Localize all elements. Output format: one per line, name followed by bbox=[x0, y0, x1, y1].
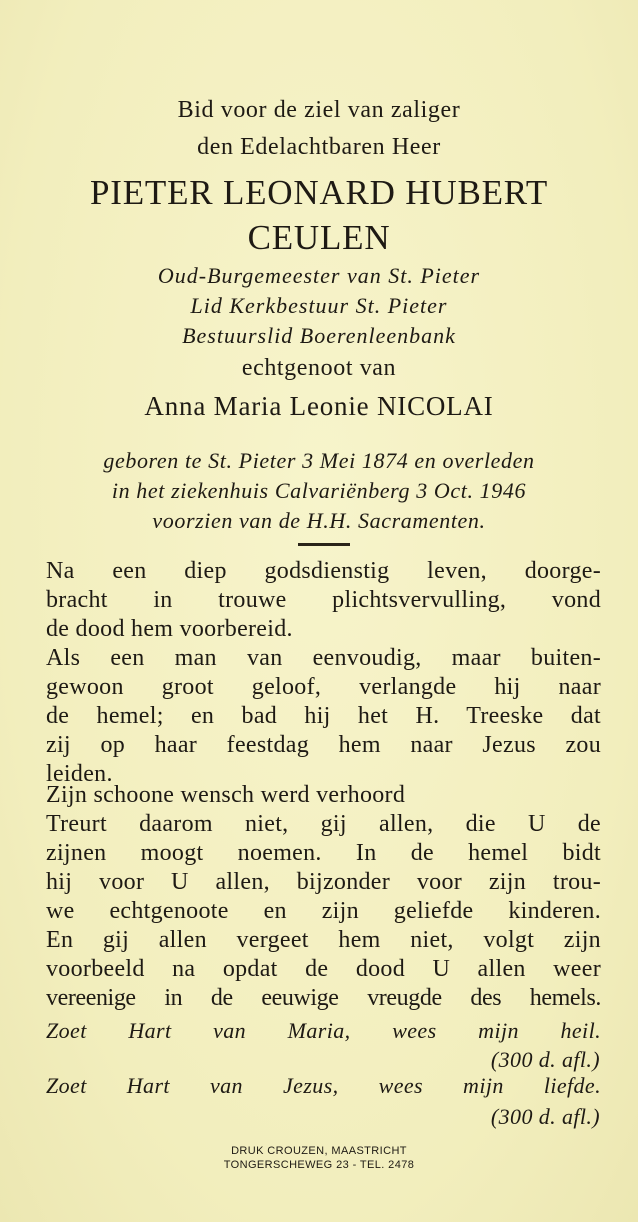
title-line-1: Oud-Burgemeester van St. Pieter bbox=[157, 263, 481, 288]
body-line: bracht in trouwe plichtsvervulling, vond bbox=[46, 587, 601, 613]
body-line: de hemel; en bad hij het H. Treeske dat bbox=[46, 703, 601, 729]
body-line: hij voor U allen, bijzonder voor zijn trou- bbox=[46, 869, 601, 895]
indulgence-maria: (300 d. afl.) bbox=[490, 1047, 600, 1072]
body-line: Treurt daarom niet, gij allen, die U de bbox=[46, 811, 601, 837]
body-line: vereenige in de eeuwige vreugde des hemels. bbox=[46, 985, 601, 1011]
intro-line-1: Bid voor de ziel van zaliger bbox=[177, 97, 461, 123]
spouse-label: echtgenoot van bbox=[241, 355, 397, 381]
body-line: leiden. bbox=[46, 761, 113, 787]
indulgence-jezus: (300 d. afl.) bbox=[490, 1104, 600, 1129]
dates-line-3: voorzien van de H.H. Sacramenten. bbox=[152, 508, 486, 533]
spouse-name: Anna Maria Leonie NICOLAI bbox=[144, 391, 494, 421]
body-line: we echtgenoote en zijn geliefde kinderen. bbox=[46, 898, 601, 924]
body-line: voorbeeld na opdat de dood U allen weer bbox=[46, 956, 601, 982]
dates-line-1: geboren te St. Pieter 3 Mei 1874 en overleden bbox=[103, 448, 535, 473]
body-line: zijnen moogt noemen. In de hemel bidt bbox=[46, 840, 601, 866]
body-line: Als een man van eenvoudig, maar buiten- bbox=[46, 645, 601, 671]
prayer-maria: Zoet Hart van Maria, wees mijn heil. bbox=[46, 1018, 601, 1043]
prayer-jezus: Zoet Hart van Jezus, wees mijn liefde. bbox=[46, 1073, 601, 1098]
body-line: Zijn schoone wensch werd verhoord bbox=[46, 782, 406, 808]
body-line: En gij allen vergeet hem niet, volgt zijn bbox=[46, 927, 601, 953]
body-line: gewoon groot geloof, verlangde hij naar bbox=[46, 674, 601, 700]
title-line-3: Bestuurslid Boerenleenbank bbox=[182, 323, 456, 348]
body-line: zij op haar feestdag hem naar Jezus zou bbox=[46, 732, 601, 758]
intro-line-2: den Edelachtbaren Heer bbox=[197, 134, 441, 160]
dates-line-2: in het ziekenhuis Calvariënberg 3 Oct. 1946 bbox=[111, 478, 527, 503]
printer-line-1: DRUK CROUZEN, MAASTRICHT bbox=[231, 1145, 407, 1157]
divider-rule bbox=[298, 543, 350, 546]
deceased-name-line-2: CEULEN bbox=[247, 218, 391, 257]
title-line-2: Lid Kerkbestuur St. Pieter bbox=[190, 293, 448, 318]
deceased-name-line-1: PIETER LEONARD HUBERT bbox=[89, 173, 548, 212]
body-line: de dood hem voorbereid. bbox=[46, 616, 293, 642]
body-line: Na een diep godsdienstig leven, doorge- bbox=[46, 558, 601, 584]
printer-line-2: TONGERSCHEWEG 23 - TEL. 2478 bbox=[223, 1159, 415, 1171]
